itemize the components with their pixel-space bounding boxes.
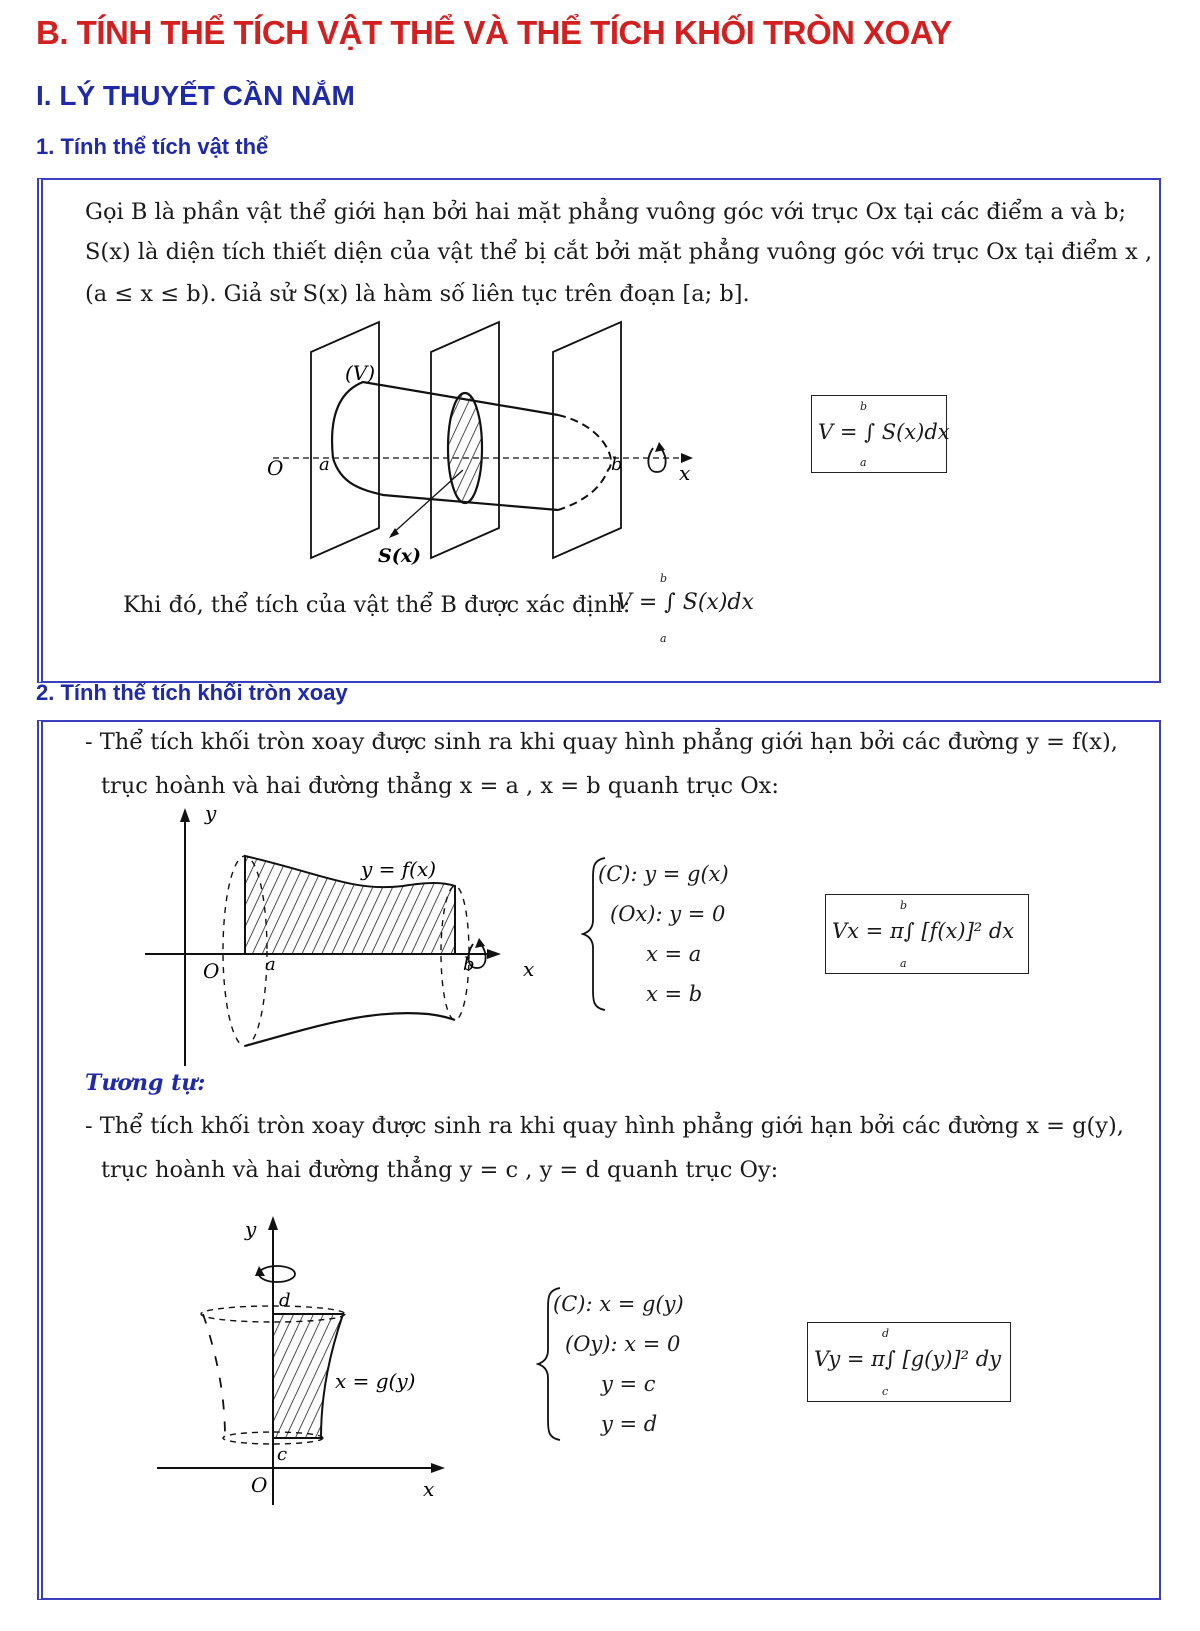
system2-row: (C): x = g(y) bbox=[553, 1292, 684, 1316]
upper-limit-b: b bbox=[860, 400, 868, 413]
vx-formula-box bbox=[825, 894, 1029, 974]
fig2-label-x: x bbox=[423, 1477, 435, 1501]
fig1-label-x: x bbox=[523, 957, 535, 981]
system2-row: y = d bbox=[601, 1412, 658, 1436]
fig2-label-o: O bbox=[251, 1473, 268, 1497]
label-b: b bbox=[611, 454, 623, 475]
fig1-label-o: O bbox=[203, 959, 220, 983]
subsection-2-heading: 2. Tính thể tích khối tròn xoay bbox=[36, 680, 348, 705]
system2 bbox=[553, 1284, 684, 1444]
fig2-label-d: d bbox=[279, 1290, 291, 1311]
vy-formula: Vy = π∫ [g(y)]² dy bbox=[814, 1347, 1002, 1371]
box1-conclusion: Khi đó, thể tích của vật thể B được xác định: bbox=[123, 592, 631, 618]
label-a: a bbox=[319, 454, 330, 475]
system1-row: x = b bbox=[646, 982, 703, 1006]
label-v: (V) bbox=[345, 361, 376, 385]
plane-a bbox=[311, 322, 379, 558]
conclusion-lower-limit: a bbox=[660, 632, 667, 645]
section-heading: I. LÝ THUYẾT CẦN NẮM bbox=[36, 80, 355, 111]
box2-line1: - Thể tích khối tròn xoay được sinh ra khi quay hình phẳng giới hạn bởi các đường y = f(x), bbox=[85, 729, 1118, 755]
system2-row: y = c bbox=[601, 1372, 656, 1396]
label-sx: S(x) bbox=[378, 545, 422, 567]
lower-limit-a: a bbox=[860, 456, 867, 469]
plane-b bbox=[553, 322, 621, 558]
box2-line4: trục hoành và hai đường thẳng y = c , y = d quanh trục Oy: bbox=[101, 1157, 779, 1183]
system2-row: (Oy): x = 0 bbox=[565, 1332, 681, 1356]
vx-upper-limit: b bbox=[900, 899, 908, 912]
volume-formula: V = ∫ S(x)dx bbox=[818, 420, 950, 444]
box1-line2: S(x) là diện tích thiết diện của vật thể bị cắt bởi mặt phẳng vuông góc với trục Ox tại điểm x , bbox=[85, 239, 1153, 265]
label-x: x bbox=[679, 461, 691, 485]
fig1-label-b: b bbox=[463, 954, 475, 975]
page-title: B. TÍNH THỂ TÍCH VẬT THỂ VÀ THỂ TÍCH KHỐI TRÒN XOAY bbox=[36, 14, 952, 51]
fig2-curve-label: x = g(y) bbox=[335, 1369, 416, 1393]
system1-row: x = a bbox=[646, 942, 702, 966]
theory-box-2 bbox=[37, 720, 1161, 1600]
box2-line2: trục hoành và hai đường thẳng x = a , x = b quanh trục Ox: bbox=[101, 773, 779, 799]
subsection-1-heading: 1. Tính thể tích vật thể bbox=[36, 134, 269, 159]
label-o: O bbox=[267, 456, 284, 480]
fig2-label-c: c bbox=[277, 1444, 288, 1465]
conclusion-upper-limit: b bbox=[660, 572, 668, 585]
system1 bbox=[598, 854, 729, 1014]
system1-row: (C): y = g(x) bbox=[598, 862, 729, 886]
box1-line1: Gọi B là phần vật thể giới hạn bởi hai mặt phẳng vuông góc với trục Ox tại các điểm a và b; bbox=[85, 199, 1127, 225]
fig2-label-y: y bbox=[245, 1217, 257, 1241]
rotation-ox-figure bbox=[143, 804, 543, 1074]
vx-formula: Vx = π∫ [f(x)]² dx bbox=[832, 919, 1015, 943]
system1-row: (Ox): y = 0 bbox=[610, 902, 726, 926]
volume-formula-box bbox=[811, 395, 950, 473]
similarly-label: Tương tự: bbox=[85, 1070, 206, 1096]
vx-lower-limit: a bbox=[900, 957, 907, 970]
box2-line3: - Thể tích khối tròn xoay được sinh ra khi quay hình phẳng giới hạn bởi các đường x = g(y), bbox=[85, 1113, 1124, 1139]
rotation-oy-figure bbox=[153, 1210, 483, 1510]
theory-box-1 bbox=[37, 178, 1161, 683]
vy-lower-limit: c bbox=[882, 1385, 889, 1398]
vy-upper-limit: d bbox=[882, 1327, 890, 1340]
conclusion-formula: V = ∫ S(x)dx bbox=[616, 590, 754, 615]
box1-line3: (a ≤ x ≤ b). Giả sử S(x) là hàm số liên tục trên đoạn [a; b]. bbox=[85, 281, 750, 307]
solid-slicing-figure bbox=[223, 310, 733, 580]
fig1-curve-label: y = f(x) bbox=[361, 857, 437, 881]
fig1-label-y: y bbox=[205, 804, 217, 825]
fig1-label-a: a bbox=[265, 954, 276, 975]
vy-formula-box bbox=[807, 1322, 1011, 1402]
